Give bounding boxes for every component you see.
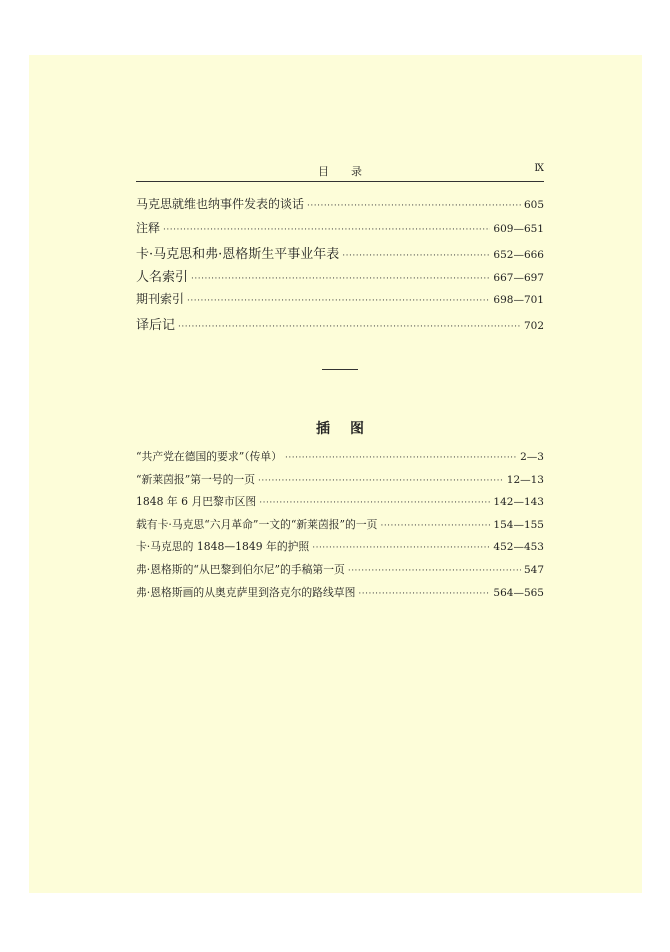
illustration-entry-title: 卡·马克思的 1848—1849 年的护照 [136, 540, 310, 554]
illustration-entry-title: 1848 年 6 月巴黎市区图 [136, 495, 257, 509]
toc-entry-pages: 702 [523, 319, 544, 332]
section-divider [322, 369, 358, 370]
header-title: 目录 [318, 165, 384, 178]
illustration-entry[interactable] [136, 562, 544, 585]
toc-entry-pages: 667—697 [493, 272, 544, 285]
illustration-entry[interactable] [136, 472, 544, 495]
toc-entry[interactable] [136, 314, 544, 338]
toc-entry-title: 注释 [136, 220, 161, 235]
illustration-entry-title: “新莱茵报”第一号的一页 [136, 472, 256, 486]
dot-leader [163, 225, 490, 235]
toc-entry[interactable] [136, 290, 544, 314]
illustration-entry-pages: 142—143 [493, 496, 544, 509]
toc-entry[interactable] [136, 266, 544, 290]
dot-leader [380, 521, 490, 531]
illustration-entry-pages: 452—453 [493, 541, 544, 554]
toc-entry-pages: 609—651 [493, 222, 544, 235]
dot-leader [285, 453, 517, 463]
illustration-entry-pages: 2—3 [520, 451, 544, 463]
illustration-entry-pages: 12—13 [506, 473, 544, 486]
illustration-entry-title: 弗·恩格斯画的从奥克萨里到洛克尔的路线草图 [136, 585, 356, 599]
illustration-entry[interactable] [136, 449, 544, 472]
table-of-contents [136, 195, 544, 338]
dot-leader [187, 296, 490, 306]
toc-entry[interactable] [136, 219, 544, 243]
header-page-number: Ⅸ [534, 163, 544, 174]
running-header [136, 163, 544, 182]
toc-entry-title: 译后记 [136, 317, 176, 333]
dot-leader [191, 274, 490, 284]
toc-entry-title: 卡·马克思和弗·恩格斯生平事业年表 [136, 246, 340, 262]
toc-entry-title: 人名索引 [136, 270, 189, 286]
illustration-entry[interactable] [136, 539, 544, 562]
dot-leader [348, 566, 521, 576]
toc-entry-pages: 605 [523, 199, 544, 211]
illustration-entry-pages: 564—565 [493, 586, 544, 599]
illustrations-list [136, 449, 544, 607]
illustration-entry-pages: 547 [523, 563, 544, 576]
dot-leader [312, 543, 490, 553]
dot-leader [259, 498, 490, 508]
illustration-entry-title: “共产党在德国的要求”（传单） [136, 450, 282, 463]
illustration-entry[interactable] [136, 585, 544, 608]
toc-entry-pages: 652—666 [493, 248, 544, 261]
illustration-entry-title: 载有卡·马克思“六月革命”一文的“新莱茵报”的一页 [136, 517, 378, 531]
toc-entry-title: 期刊索引 [136, 292, 185, 307]
toc-entry[interactable] [136, 195, 544, 219]
dot-leader [358, 589, 490, 599]
dot-leader [258, 476, 504, 486]
dot-leader [342, 251, 490, 261]
toc-entry-title: 马克思就维也纳事件发表的谈话 [136, 197, 305, 211]
illustration-entry[interactable] [136, 494, 544, 517]
dot-leader [178, 322, 521, 332]
toc-entry[interactable] [136, 243, 544, 267]
toc-entry-pages: 698—701 [493, 294, 544, 307]
illustration-entry[interactable] [136, 517, 544, 540]
illustration-entry-title: 弗·恩格斯的“从巴黎到伯尔尼”的手稿第一页 [136, 562, 345, 576]
illustration-entry-pages: 154—155 [493, 518, 544, 531]
illustrations-heading: 插图 [316, 421, 384, 437]
dot-leader [307, 201, 521, 211]
